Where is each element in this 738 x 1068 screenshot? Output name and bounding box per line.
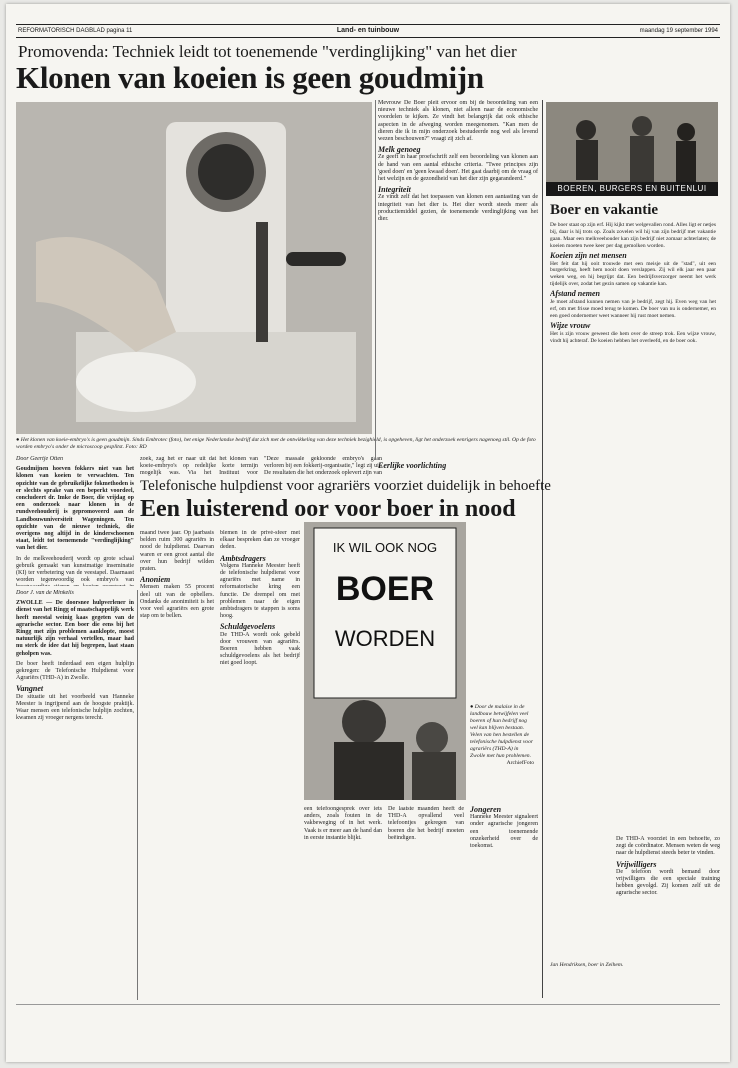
article1-caption: ● Het klonen van koeie-embryo's is geen goudmijn. Sinds Embrotec (foto), het enige Nederlandse bedrijf dat zich met de ontwikkeling van deze techniek bezighield, is opgeheven, ligt het onderzoek eenrigers nagenoeg stil. Op de foto worden embryo's onder de microscoop gesplitst. Foto: RD [16,437,536,450]
article1-body: Ze vindt zelf dat het toepassen van klonen een aantasting van de integriteit van het dier is. Het dier wordt steeds meer als productiemiddel gezien, de toenemende verdinglijking van het dier. [378,194,538,223]
article1-photo [16,102,372,434]
article2-col7 [616,836,720,1000]
article1-body: Ze geeft in haar proefschrift zelf een beoordeling van klonen aan de hand van een aantal ethische criteria. "Twee principes zijn 'goed doen' en 'geen kwaad doen'. Het gaat daarbij om de vraag of het welzijn en de gezondheid van het dier zijn gegarandeerd." [378,154,538,183]
article2-body: De situatie uit het voorbeeld van Hanneke Meester is ingrijpend aan de hoogste praktijk. Waar mensen een telefonische hulplijn zochten, kwamen zij vroeger nergens terecht. [16,693,134,722]
sidebar-paragraph: Je moet afstand kunnen nemen van je bedrijf, zegt hij. Even weg van het erf, om met frisse moed terug te komen. De boer van nu is ondernemer, en een goed ondernemer weet wanneer hij rust moet nemen. [550,299,716,319]
sidebar-subhead: Afstand nemen [550,289,601,299]
sidebar-title: Boer en vakantie [550,202,659,218]
subhead-vangnet: Vangnet [16,684,44,694]
article2-body: Hanneke Meester signaleert onder agrarische jongeren een toenemende onzekerheid over de toekomst. [470,814,538,850]
bottom-rule [16,1004,720,1005]
sidebar-subhead: Koeien zijn net mensen [550,250,627,260]
protest-sign-illustration [304,522,466,800]
subhead-schuldgevoelens: Schuldgevoelens [220,622,276,632]
article2-caption: ● Door de malaise in de landbouw betwijfelen veel boeren of hun bedrijf nog wel kan blijven bestaan. Velen van hen bestellen de telefonische hulpdienst voor agrariërs (THD-A) in Zwolle met hun problemen. ArchiefFoto [470,704,534,766]
caption-text: Door de malaise in de landbouw betwijfelen veel boeren of hun bedrijf nog wel kan blijven bestaan. Velen van hen bestellen de telefonische hulpdienst voor agrariërs (THD-A) in Zwolle met hun problemen. [470,704,534,759]
sidebar-column-band: BOEREN, BURGERS EN BUITENLUI [546,182,718,196]
sidebar-paragraph: De boer staat op zijn erf. Hij kijkt met welgevallen rond. Alles ligt er netjes bij, daar is hij trots op. Zoals zovelen wil hij van zijn bedrijf met vakantie gaan. Maar een melkveehouder kan zijn bedrijf niet zomaar achterlaten; de koeien moeten twee keer per dag gemolken worden. [550,222,716,249]
article1-body: In de melkveehouderij wordt op grote schaal gebruik gemaakt van kunstmatige inseminatie (KI) ter verbetering van de veestapel. Daarnaast worden tegenwoordig ook embryo's van [16,555,134,584]
subhead-jongeren: Jongeren [470,806,502,814]
article2-headline: Een luisterend oor voor boer in nood [140,496,516,522]
header-left: REFORMATORISCH DAGBLAD pagina 11 [18,28,133,34]
article2-body: een telefoongesprek over iets anders, zoals fouten in de vakbeweging of in het werk. Vaak is er meer aan de hand dan in eerste instantie blijkt. [304,806,382,841]
subhead-eerlijke-voorlichting: Eerlijke voorlichting [378,462,447,470]
article1-body: zoek, zag het er naar uit dat het klonen van koeie-embryo's op redelijke korte termijn mogelijk was. Via het Instituut voor [140,456,258,476]
farmers-illustration [546,102,718,182]
article2-body: De laatste maanden heeft de THD-A opvallend veel telefoontjes gekregen van boeren die het bedrijf moeten beëindigen. [388,806,464,841]
subhead-anoniem: Anoniem [140,575,171,585]
article2-body: De telefoon wordt bemand door vrijwilligers die een speciale training hebben gevolgd. Zij komen zelf uit de agrarische sector. [616,868,720,897]
byline: Door J. van de Minkelis [16,590,74,596]
byline: Door Geertje Otten [16,456,63,462]
sidebar-signature: Jan Hendriksen, boer in Zeihem. [550,962,624,968]
subhead-ambtsdragers: Ambtsdragers [220,553,266,563]
sign-line-2: BOER [335,570,435,608]
caption-credit: Foto: RD [125,444,147,450]
sidebar-paragraph: Het is zijn vrouw geweest die hem over de streep trok. Een wijze vrouw, vindt hij achteraf. De koeien hebben het overleefd, en de boer ook. [550,330,716,344]
article2-kicker: Telefonische hulpdienst voor agrariërs voorziet duidelijk in behoefte [140,478,551,494]
article2-body: De THD-A voorziet in een behoefte, zo zegt de coördinator. Mensen weten de weg naar de hulpdienst steeds beter te vinden. [616,836,720,857]
article2-body: maand twee jaar. Op jaarbasis belden ruim 300 agrariërs in nood de hulpdienst. Daarvan waren er een groot aantal die over hun bedrijf wilden praten. [140,530,214,573]
article2-body: De THD-A wordt ook gebeld door vrouwen van agrariërs. Boeren hebben vaak schuldgevoelens als het bedrijf niet goed loopt. [220,631,300,667]
newspaper-page [6,4,730,1062]
article2-body: Volgens Hanneke Meester heeft de telefonische hulpdienst voor agrariërs met name in reformatorische kring een functie. De drempel om met problemen naar de eigen ambtsdragers te stappen is soms hoog. [220,562,300,620]
article2-col4 [304,806,382,1000]
article2-col3 [220,530,300,1000]
article2-col2 [140,530,214,1000]
article1-col4-continued [378,462,538,476]
sidebar-subhead: Wijze vrouw [550,320,591,330]
article2-col1 [16,590,134,1000]
header-date: maandag 19 september 1994 [639,28,718,34]
article1-col1 [16,456,134,586]
sidebar-photo [546,102,718,194]
sign-line-1: IK WIL OOK NOG [332,540,438,555]
article2-body: blemen in de privé-sfeer met elkaar bespreken dan ze vroeger deden. [220,530,300,551]
section-title: Land- en tuinbouw [336,27,400,34]
article2-body: De boer heeft inderdaad een eigen hulplijn gekregen: de Telefonische Hulpdienst voor Agrariërs (THD-A) in Zwolle. [16,660,134,682]
article1-kicker: Promovenda: Techniek leidt tot toenemende "verdinglijking" van het dier [18,42,517,61]
article2-col6 [470,806,538,1000]
subhead-vrijwilligers: Vrijwilligers [616,859,657,869]
subhead-melk-genoeg: Melk genoeg [378,145,421,155]
article2-col5 [388,806,464,1000]
subhead-integriteit: Integriteit [378,185,411,195]
article1-body: "Deze massale gekloonde embryo's gaan verloren bij een fokkerij-organisatie," legt zij uit. De resultaten die het onderzoek oplevert zijn van [264,456,382,476]
article2-body: Mensen maken 55 procent deel uit van de opbellers. Ondanks de anonimiteit is het voor veel agrariërs een grote stap om te bellen. [140,584,214,620]
caption-credit: ArchiefFoto [506,760,534,766]
microscope-photo-illustration [16,102,372,434]
article1-body: Mevrouw De Boer pleit ervoor om bij de beoordeling van een nieuwe techniek als klonen, niet alleen naar de economische voordelen te kijken. Ze vindt het belangrijk dat ook ethische aspecten in de afweging worden meegenomen. "Kan men de dieren die ik in mijn onderzoek bestudeerde nog wel als levend wezen beschouwen?" vraagt zij zich af. [378,100,538,143]
caption-text: Het klonen van koeie-embryo's is geen goudmijn. Sinds Embrotec (foto), het enige Nederlandse bedrijf dat zich met de ontwikkeling van deze techniek bezighield, is opgeheven, ligt het onderzoek eenrigers nagenoeg stil. Op de foto worden embryo's onder de microscoop gesplitst. [16,437,536,450]
sidebar-paragraph: Het feit dat hij ooit trouwde met een meisje uit de "stad", uit een burgerkring, heeft hem nooit doen verslappen. Zij wil elk jaar een paar weken weg, en hij begrijpt dat. Een bedrijfsverzorger neemt het werk tijdelijk over, zodat het gezin samen op vakantie kan. [550,260,716,288]
article2-lead: ZWOLLE — De doorsnee hulpverlener in dienst van het Ringg of maatschappelijk werk heeft meestal weinig kaas gegeten van de agrarische sector. Een boer die eens bij het Ringg met zijn problemen aanklopte, moest natuurlijk zijn verhaal vertellen, maar had nu sterk de idee dat hij begrepen, laat staan geholpen was. [16,600,134,657]
page-header [16,24,720,38]
article1-lead: Goudmijnen hoeven fokkers niet van het klonen van koeien te verwachten. Ten opzichte van de gebruikelijke fokmethoden is er slechts sprake van een beperkt voordeel, concludeert dr. Imke de Boer, die vrijdag op een onderzoek naar klonen in de rundveehouderij is gepromoveerd aan de Landbouwuniversiteit Wageningen. Ten opzichte van de nieuwe techniek, die overigens nog altijd in de kinderschoenen staat, leidt tot toenemende "verdinglijking" van het dier. [16,466,134,552]
article2-photo [304,522,466,800]
article1-headline: Klonen van koeien is geen goudmijn [16,60,484,95]
sign-line-3: WORDEN [334,626,436,651]
article1-col4 [378,100,538,460]
